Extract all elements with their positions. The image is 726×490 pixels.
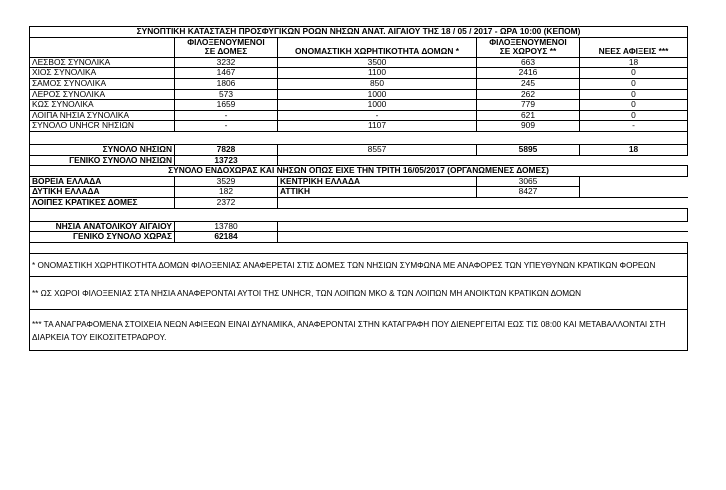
row-capacity: 850	[278, 78, 477, 89]
mainland-row	[30, 187, 688, 198]
header-arrivals: ΝΕΕΣ ΑΦΙΞΕΙΣ ***	[580, 47, 688, 57]
row-name: ΛΟΙΠΑ ΝΗΣΙΑ ΣΥΝΟΛΙΚΑ	[30, 110, 175, 121]
west-label: ΔΥΤΙΚΗ ΕΛΛΑΔΑ	[30, 187, 175, 198]
summary-row	[30, 221, 688, 232]
row-structures: -	[175, 121, 278, 132]
totals-spaces: 5895	[477, 144, 580, 155]
row-arrivals: 0	[580, 89, 688, 100]
table-row	[30, 110, 688, 121]
country-value: 62184	[175, 232, 278, 243]
table-row	[30, 121, 688, 132]
mainland-row	[30, 176, 688, 187]
country-label: ΓΕΝΙΚΟ ΣΥΝΟΛΟ ΧΩΡΑΣ	[30, 232, 175, 243]
table-row	[30, 78, 688, 89]
row-name: ΛΕΣΒΟΣ ΣΥΝΟΛΙΚΑ	[30, 57, 175, 68]
row-arrivals: 0	[580, 68, 688, 79]
table-row	[30, 100, 688, 111]
other-value: 2372	[175, 197, 278, 208]
west-value: 182	[175, 187, 278, 198]
row-name: ΛΕΡΟΣ ΣΥΝΟΛΙΚΑ	[30, 89, 175, 100]
row-capacity: 1100	[278, 68, 477, 79]
row-spaces: 621	[477, 110, 580, 121]
note-capacity: * ΟΝΟΜΑΣΤΙΚΗ ΧΩΡΗΤΙΚΟΤΗΤΑ ΔΟΜΩΝ ΦΙΛΟΞΕΝΙΑΣ ΑΝΑΦΕΡΕΤΑΙ ΣΤΙΣ ΔΟΜΕΣ ΤΩΝ ΝΗΣΙΩΝ ΣΥΜΦΩΝΑ ΜΕ ΑΝΑΦΟΡΕΣ ΤΩΝ ΥΠΕΥΘΥΝΩΝ ΚΡΑΤΙΚΩΝ ΦΟΡΕΩΝ	[30, 253, 688, 276]
spacer-row	[30, 131, 688, 144]
row-arrivals: 0	[580, 110, 688, 121]
totals-arrivals: 18	[580, 144, 688, 155]
grand-total-value: 13723	[175, 155, 278, 166]
row-spaces: 779	[477, 100, 580, 111]
central-label: ΚΕΝΤΡΙΚΗ ΕΛΛΑΔΑ	[278, 176, 477, 187]
header-structures-line2: ΣΕ ΔΟΜΕΣ	[175, 47, 278, 57]
header-row-1	[30, 37, 688, 47]
note-arrivals: *** ΤΑ ΑΝΑΓΡΑΦΟΜΕΝΑ ΣΤΟΙΧΕΙΑ ΝΕΩΝ ΑΦΙΞΕΩΝ ΕΙΝΑΙ ΔΥΝΑΜΙΚΑ, ΑΝΑΦΕΡΟΝΤΑΙ ΣΤΗΝ ΚΑΤΑΓΡΑΦΗ ΠΟΥ ΔΙΕΝΕΡΓΕΙΤΑΙ ΕΩΣ ΤΙΣ 08:00 ΚΑΙ ΜΕΤΑΒΑΛΛΟΝΤΑΙ ΣΤΗ ΔΙΑΡΚΕΙΑ ΤΟΥ ΕΙΚΟΣΙΤΕΤΡΑΩΡΟΥ.	[30, 309, 688, 350]
row-structures: 1659	[175, 100, 278, 111]
row-arrivals: 0	[580, 78, 688, 89]
north-label: ΒΟΡΕΙΑ ΕΛΛΑΔΑ	[30, 176, 175, 187]
row-capacity: 3500	[278, 57, 477, 68]
islands-value: 13780	[175, 221, 278, 232]
attica-label: ΑΤΤΙΚΗ	[278, 187, 477, 198]
row-capacity: 1000	[278, 100, 477, 111]
row-arrivals: 18	[580, 57, 688, 68]
note-row	[30, 309, 688, 350]
table-row	[30, 57, 688, 68]
row-structures: 1806	[175, 78, 278, 89]
totals-capacity: 8557	[278, 144, 477, 155]
row-structures: 573	[175, 89, 278, 100]
row-spaces: 663	[477, 57, 580, 68]
title-row	[30, 27, 688, 38]
spacer-row	[30, 242, 688, 253]
north-value: 3529	[175, 176, 278, 187]
header-spaces-line2: ΣΕ ΧΩΡΟΥΣ **	[477, 47, 580, 57]
row-name: ΣΑΜΟΣ ΣΥΝΟΛΙΚΑ	[30, 78, 175, 89]
islands-label: ΝΗΣΙΑ ΑΝΑΤΟΛΙΚΟΥ ΑΙΓΑΙΟΥ	[30, 221, 175, 232]
mainland-title: ΣΥΝΟΛΟ ΕΝΔΟΧΩΡΑΣ ΚΑΙ ΝΗΣΩΝ ΟΠΩΣ ΕΙΧΕ ΤΗΝ ΤΡΙΤΗ 16/05/2017 (ΟΡΓΑΝΩΜΕΝΕΣ ΔΟΜΕΣ)	[30, 166, 688, 177]
note-row	[30, 253, 688, 276]
row-spaces: 2416	[477, 68, 580, 79]
totals-structures: 7828	[175, 144, 278, 155]
row-structures: -	[175, 110, 278, 121]
row-spaces: 909	[477, 121, 580, 132]
grand-total-label: ΓΕΝΙΚΟ ΣΥΝΟΛΟ ΝΗΣΙΩΝ	[30, 155, 175, 166]
row-capacity: 1107	[278, 121, 477, 132]
totals-label: ΣΥΝΟΛΟ ΝΗΣΙΩΝ	[30, 144, 175, 155]
grand-total-row	[30, 155, 688, 166]
row-capacity: 1000	[278, 89, 477, 100]
mainland-row	[30, 197, 688, 208]
row-arrivals: 0	[580, 100, 688, 111]
row-name: ΧΙΟΣ ΣΥΝΟΛΙΚΑ	[30, 68, 175, 79]
table-row	[30, 89, 688, 100]
attica-value: 8427	[477, 187, 580, 198]
note-spaces: ** ΩΣ ΧΩΡΟΙ ΦΙΛΟΞΕΝΙΑΣ ΣΤΑ ΝΗΣΙΑ ΑΝΑΦΕΡΟΝΤΑΙ ΑΥΤΟΙ ΤΗΣ UNHCR, ΤΩΝ ΛΟΙΠΩΝ ΜΚΟ & ΤΩΝ ΛΟΙΠΩΝ ΜΗ ΑΝΟΙΚΤΩΝ ΚΡΑΤΙΚΩΝ ΔΟΜΩΝ	[30, 276, 688, 309]
central-value: 3065	[477, 176, 580, 187]
row-spaces: 262	[477, 89, 580, 100]
row-spaces: 245	[477, 78, 580, 89]
row-structures: 1467	[175, 68, 278, 79]
header-row-2	[30, 47, 688, 57]
mainland-title-row	[30, 166, 688, 177]
row-name: ΚΩΣ ΣΥΝΟΛΙΚΑ	[30, 100, 175, 111]
row-name: ΣΥΝΟΛΟ UNHCR ΝΗΣΙΩΝ	[30, 121, 175, 132]
header-capacity: ΟΝΟΜΑΣΤΙΚΗ ΧΩΡΗΤΙΚΟΤΗΤΑ ΔΟΜΩΝ *	[278, 47, 477, 57]
refugee-flows-table	[29, 26, 688, 351]
spacer-row	[30, 208, 688, 221]
summary-row	[30, 232, 688, 243]
totals-row	[30, 144, 688, 155]
header-structures-line1: ΦΙΛΟΞΕΝΟΥΜΕΝΟΙ	[175, 37, 278, 47]
note-row	[30, 276, 688, 309]
row-arrivals: -	[580, 121, 688, 132]
row-capacity: -	[278, 110, 477, 121]
header-spaces-line1: ΦΙΛΟΞΕΝΟΥΜΕΝΟΙ	[477, 37, 580, 47]
page-title: ΣΥΝΟΠΤΙΚΗ ΚΑΤΑΣΤΑΣΗ ΠΡΟΣΦΥΓΙΚΩΝ ΡΟΩΝ ΝΗΣΩΝ ΑΝΑΤ. ΑΙΓΑΙΟΥ ΤΗΣ 18 / 05 / 2017 - ΩΡΑ 10:00 (ΚΕΠΟΜ)	[30, 27, 688, 38]
row-structures: 3232	[175, 57, 278, 68]
table-row	[30, 68, 688, 79]
other-label: ΛΟΙΠΕΣ ΚΡΑΤΙΚΕΣ ΔΟΜΕΣ	[30, 197, 175, 208]
